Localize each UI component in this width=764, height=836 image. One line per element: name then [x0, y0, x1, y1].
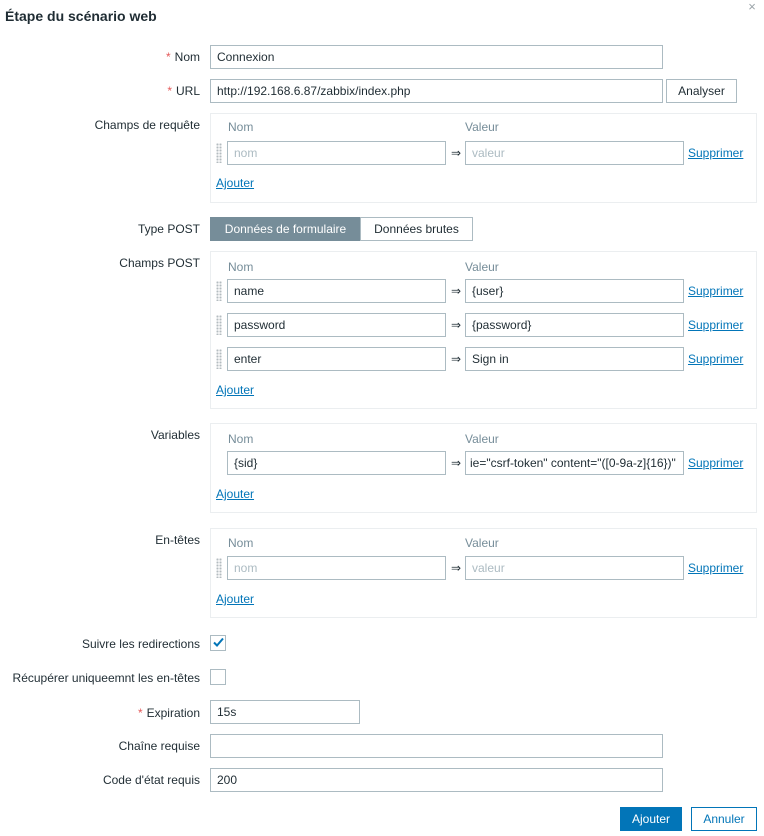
- post-fields-table: [210, 251, 757, 409]
- query-col-value: Valeur: [465, 120, 499, 134]
- variables-label: Variables: [150, 428, 200, 442]
- required-string-label: Chaîne requise: [118, 739, 200, 753]
- var-col-value: Valeur: [465, 432, 499, 446]
- arrow-icon: ⇒: [451, 146, 462, 160]
- var-value-input[interactable]: ie="csrf-token" content="([0-9a-z]{16})": [465, 451, 684, 475]
- arrow-icon: ⇒: [451, 284, 462, 298]
- query-fields-label: Champs de requête: [94, 118, 200, 132]
- var-remove-link[interactable]: Supprimer: [688, 456, 744, 470]
- retrieve-headers-checkbox[interactable]: [210, 669, 226, 685]
- drag-handle-icon[interactable]: [216, 349, 222, 369]
- arrow-icon: ⇒: [451, 352, 462, 366]
- add-button[interactable]: Ajouter: [620, 807, 682, 831]
- follow-redirects-label: Suivre les redirections: [81, 637, 200, 651]
- query-fields-table: [210, 113, 757, 203]
- post-type-label: Type POST: [137, 222, 200, 236]
- query-remove-link[interactable]: Supprimer: [688, 146, 744, 160]
- url-label: * URL: [167, 84, 200, 98]
- url-input[interactable]: http://192.168.6.87/zabbix/index.php: [210, 79, 663, 103]
- required-mark: *: [165, 50, 171, 64]
- headers-label: En-têtes: [155, 533, 200, 547]
- post-name-input[interactable]: enter: [227, 347, 446, 371]
- post-remove-link[interactable]: Supprimer: [688, 318, 744, 332]
- required-string-input[interactable]: [210, 734, 663, 758]
- retrieve-headers-label: Récupérer uniqueemnt les en-têtes: [12, 671, 200, 685]
- status-codes-input[interactable]: 200: [210, 768, 663, 792]
- query-add-link[interactable]: Ajouter: [216, 176, 255, 190]
- hdr-remove-link[interactable]: Supprimer: [688, 561, 744, 575]
- post-remove-link[interactable]: Supprimer: [688, 284, 744, 298]
- arrow-icon: ⇒: [451, 456, 462, 470]
- arrow-icon: ⇒: [451, 561, 462, 575]
- post-value-input[interactable]: Sign in: [465, 347, 684, 371]
- post-remove-link[interactable]: Supprimer: [688, 352, 744, 366]
- close-icon[interactable]: ×: [748, 0, 756, 14]
- post-col-name: Nom: [228, 260, 254, 274]
- follow-redirects-checkbox[interactable]: [210, 635, 226, 651]
- drag-handle-icon[interactable]: [216, 143, 222, 163]
- post-type-form-data[interactable]: Données de formulaire: [210, 217, 361, 241]
- post-fields-label: Champs POST: [119, 256, 200, 270]
- timeout-input[interactable]: 15s: [210, 700, 360, 724]
- dialog-title: Étape du scénario web: [5, 8, 157, 24]
- var-col-name: Nom: [228, 432, 254, 446]
- var-add-link[interactable]: Ajouter: [216, 487, 255, 501]
- hdr-value-input[interactable]: valeur: [465, 556, 684, 580]
- post-name-input[interactable]: password: [227, 313, 446, 337]
- drag-handle-icon[interactable]: [216, 315, 222, 335]
- parse-button[interactable]: Analyser: [666, 79, 737, 103]
- post-col-value: Valeur: [465, 260, 499, 274]
- required-mark: *: [137, 706, 143, 720]
- name-label: * Nom: [165, 50, 200, 64]
- checkmark-icon: [213, 637, 224, 648]
- query-value-input[interactable]: valeur: [465, 141, 684, 165]
- post-name-input[interactable]: name: [227, 279, 446, 303]
- query-name-input[interactable]: nom: [227, 141, 446, 165]
- required-mark: *: [167, 84, 172, 98]
- variables-table: [210, 423, 757, 513]
- hdr-add-link[interactable]: Ajouter: [216, 592, 255, 606]
- query-col-name: Nom: [228, 120, 254, 134]
- name-input[interactable]: Connexion: [210, 45, 663, 69]
- cancel-button[interactable]: Annuler: [691, 807, 757, 831]
- post-add-link[interactable]: Ajouter: [216, 383, 255, 397]
- hdr-col-value: Valeur: [465, 536, 499, 550]
- drag-handle-icon[interactable]: [216, 281, 222, 301]
- timeout-label: * Expiration: [137, 706, 200, 720]
- status-codes-label: Code d'état requis: [102, 773, 200, 787]
- hdr-name-input[interactable]: nom: [227, 556, 446, 580]
- drag-handle-icon[interactable]: [216, 558, 222, 578]
- headers-table: [210, 528, 757, 618]
- post-value-input[interactable]: {user}: [465, 279, 684, 303]
- var-name-input[interactable]: {sid}: [227, 451, 446, 475]
- arrow-icon: ⇒: [451, 318, 462, 332]
- post-type-raw-data[interactable]: Données brutes: [360, 217, 473, 241]
- post-value-input[interactable]: {password}: [465, 313, 684, 337]
- hdr-col-name: Nom: [228, 536, 254, 550]
